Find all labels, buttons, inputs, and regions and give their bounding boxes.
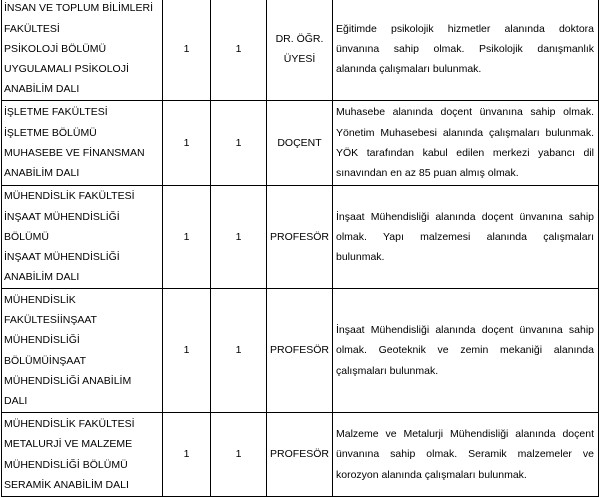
unit-cell <box>2 186 163 289</box>
count-cell: 1 <box>211 186 267 289</box>
unit-line: BÖLÜMÜİNŞAAT <box>4 354 87 367</box>
title-line: PROFESÖR <box>270 344 329 357</box>
positions-table <box>1 0 599 497</box>
requirements-line: korozyon alanında çalışmaları bulunmak. <box>336 468 527 481</box>
count-cell: 1 <box>211 413 267 497</box>
title-cell <box>267 101 333 186</box>
unit-line: MUHASEBE VE FİNANSMAN <box>4 147 145 159</box>
count-cell: 1 <box>211 289 267 413</box>
title-line: PROFESÖR <box>270 448 329 461</box>
requirements-cell <box>333 101 599 186</box>
unit-line: İŞLETME FAKÜLTESİ <box>4 106 108 119</box>
requirements-line: alanında çalışmaları bulunmak. <box>336 63 482 76</box>
unit-line: FAKÜLTESİİNŞAAT <box>4 313 97 326</box>
unit-cell <box>2 413 163 497</box>
unit-line: FAKÜLTESİ <box>4 22 60 35</box>
requirements-line: İnşaat Mühendisliği alanında doçent ünvanına sahip <box>336 210 594 223</box>
title-line: PROFESÖR <box>270 230 329 243</box>
title-cell <box>267 0 333 101</box>
unit-line: İNŞAAT MÜHENDİSLİĞİ <box>4 210 120 223</box>
unit-line: İNŞAAT MÜHENDİSLİĞİ <box>4 251 120 264</box>
count-cell: 1 <box>211 101 267 186</box>
requirements-line: olmak. Yapı malzemesi alanında çalışmaları <box>336 230 594 243</box>
unit-line: MÜHENDİSLİK <box>4 293 76 306</box>
unit-cell <box>2 289 163 413</box>
requirements-cell <box>333 289 599 413</box>
title-cell <box>267 289 333 413</box>
count-cell: 1 <box>211 0 267 101</box>
unit-line: ANABİLİM DALI <box>4 271 80 284</box>
title-line: DR. ÖĞR. <box>275 32 324 45</box>
table-row <box>2 0 599 101</box>
requirements-cell <box>333 186 599 289</box>
count-cell: 1 <box>163 0 211 101</box>
unit-cell <box>2 101 163 186</box>
requirements-line: İnşaat Mühendisliği alanında doçent ünvanına sahip <box>336 324 594 337</box>
requirements-line: ünvanına sahip olmak. Psikolojik danışmanlık <box>336 42 594 55</box>
unit-line: BÖLÜMÜ <box>4 230 49 243</box>
requirements-line: Muhasebe alanında doçent ünvanına sahip olmak. <box>336 106 594 119</box>
table-body <box>2 0 599 497</box>
requirements-line: olmak. Geoteknik ve zemin mekaniği alanında <box>336 344 594 357</box>
unit-line: SERAMİK ANABİLİM DALI <box>4 478 129 491</box>
count-cell: 1 <box>163 186 211 289</box>
requirements-line: ünvanına sahip olmak. Seramik malzemeler ve <box>336 448 594 461</box>
unit-line: ANABİLİM DALI <box>4 83 80 96</box>
count-cell: 1 <box>163 413 211 497</box>
unit-cell <box>2 0 163 101</box>
table-row <box>2 289 599 413</box>
unit-line: PSİKOLOJİ BÖLÜMÜ <box>4 42 107 55</box>
unit-line: İŞLETME BÖLÜMÜ <box>4 126 97 139</box>
count-cell: 1 <box>163 289 211 413</box>
table-row <box>2 186 599 289</box>
title-line: ÜYESİ <box>283 53 316 65</box>
table-row <box>2 101 599 186</box>
requirements-cell <box>333 413 599 497</box>
title-cell <box>267 186 333 289</box>
requirements-line: bulunmak. <box>336 251 385 264</box>
unit-line: MÜHENDİSLİĞİ ANABİLİM <box>4 374 132 387</box>
table-row <box>2 413 599 497</box>
unit-line: METALURJİ VE MALZEME <box>4 438 133 451</box>
unit-line: ANABİLİM DALI <box>4 167 80 180</box>
unit-line: MÜHENDİSLİK FAKÜLTESİ <box>4 417 135 430</box>
title-cell <box>267 413 333 497</box>
requirements-line: çalışmaları bulunmak. <box>336 364 439 377</box>
unit-line: DALI <box>4 395 28 408</box>
unit-line: MÜHENDİSLİK FAKÜLTESİ <box>4 190 135 203</box>
requirements-line: Malzeme ve Metalurji Mühendisliği alanında doçent <box>336 428 594 441</box>
requirements-line: Eğitimde psikolojik hizmetler alanında doktora <box>336 22 594 35</box>
count-cell: 1 <box>163 101 211 186</box>
requirements-cell <box>333 0 599 101</box>
requirements-line: YÖK tarafından kabul edilen merkezi yabancı dil <box>336 147 594 159</box>
unit-line: UYGULAMALI PSİKOLOJİ <box>4 63 129 76</box>
requirements-line: sınavından en az 85 puan almış olmak. <box>336 167 519 180</box>
unit-line: MÜHENDİSLİĞİ BÖLÜMÜ <box>4 458 128 471</box>
requirements-line: Yönetim Muhasebesi alanında çalışmaları bulunmak. <box>336 126 594 139</box>
unit-line: İNSAN VE TOPLUM BİLİMLERİ <box>4 2 153 15</box>
unit-line: MÜHENDİSLİĞİ <box>4 334 80 347</box>
title-line: DOÇENT <box>277 136 322 149</box>
